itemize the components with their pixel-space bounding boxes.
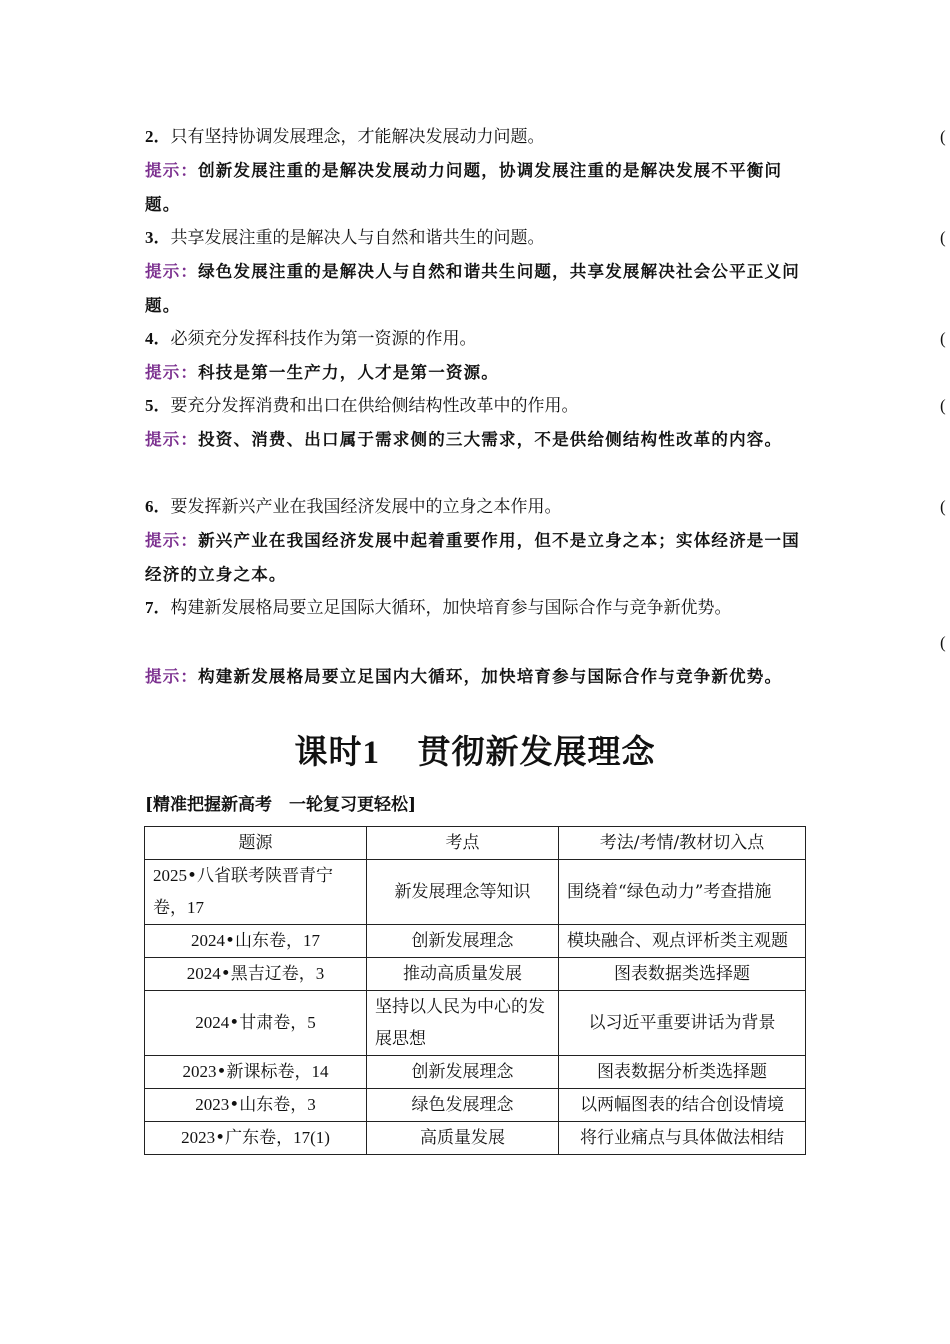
hint-text: 投资、消费、出口属于需求侧的三大需求，不是供给侧结构性改革的内容。 — [198, 430, 783, 449]
cell-point: 创新发展理念 — [367, 925, 559, 958]
table-row — [145, 860, 806, 925]
answer-paren: ( — [940, 497, 946, 516]
hint-text: 构建新发展格局要立足国内大循环，加快培育参与国际合作与竞争新优势。 — [198, 667, 783, 686]
cell-source: 2024•山东卷，17 — [145, 925, 367, 958]
hint-label: 提示： — [145, 667, 199, 686]
cell-point: 创新发展理念 — [367, 1056, 559, 1089]
question-number: 7． — [145, 598, 171, 617]
table-row — [145, 958, 806, 991]
table-row — [145, 1122, 806, 1155]
table-row — [145, 991, 806, 1056]
table-row — [145, 925, 806, 958]
hint-label: 提示： — [145, 531, 199, 550]
answer-paren: ( — [940, 329, 946, 348]
cell-method: 图表数据类选择题 — [559, 958, 806, 991]
hint-label: 提示： — [145, 363, 199, 382]
answer-paren: ( — [940, 228, 946, 247]
lesson-prefix: 课时 — [294, 732, 363, 771]
hint-5 — [145, 423, 807, 457]
cell-method: 模块融合、观点评析类主观题 — [559, 925, 806, 958]
hint-6 — [145, 524, 807, 591]
hint-4 — [145, 356, 807, 390]
hint-7 — [145, 660, 807, 694]
question-number: 6． — [145, 497, 171, 516]
question-7 — [145, 591, 805, 625]
question-6 — [145, 490, 805, 524]
hint-text: 新兴产业在我国经济发展中起着重要作用，但不是立身之本；实体经济是一国经济的立身之本。 — [145, 531, 800, 584]
question-4 — [145, 322, 805, 356]
cell-point: 新发展理念等知识 — [367, 860, 559, 925]
cell-point: 推动高质量发展 — [367, 958, 559, 991]
cell-method: 围绕着“绿色动力”考查措施 — [559, 860, 806, 925]
question-number: 4． — [145, 329, 171, 348]
question-number: 5． — [145, 396, 171, 415]
cell-method: 以两幅图表的结合创设情境 — [559, 1089, 806, 1122]
exam-source-table — [144, 826, 806, 1155]
hint-2 — [145, 154, 807, 221]
cell-source: 2024•甘肃卷，5 — [145, 991, 367, 1056]
cell-source: 2024•黑吉辽卷，3 — [145, 958, 367, 991]
cell-point: 高质量发展 — [367, 1122, 559, 1155]
cell-method: 以习近平重要讲话为背景 — [559, 991, 806, 1056]
cell-source: 2023•新课标卷，14 — [145, 1056, 367, 1089]
cell-method: 图表数据分析类选择题 — [559, 1056, 806, 1089]
question-text: 只有坚持协调发展理念，才能解决发展动力问题。 — [170, 127, 545, 147]
hint-label: 提示： — [145, 262, 199, 281]
header-point: 考点 — [367, 827, 559, 860]
question-2 — [145, 120, 805, 154]
hint-text: 绿色发展注重的是解决人与自然和谐共生问题，共享发展解决社会公平正义问题。 — [145, 262, 800, 315]
section-subhead: [精准把握新高考 一轮复习更轻松] — [145, 795, 417, 815]
cell-source: 2025•八省联考陕晋青宁卷，17 — [145, 860, 367, 925]
cell-point: 坚持以人民为中心的发展思想 — [367, 991, 559, 1056]
question-number: 3． — [145, 228, 171, 247]
hint-label: 提示： — [145, 161, 199, 180]
question-number: 2． — [145, 127, 171, 146]
table-header-row — [145, 827, 806, 860]
cell-source: 2023•广东卷，17(1) — [145, 1122, 367, 1155]
cell-point: 绿色发展理念 — [367, 1089, 559, 1122]
header-method: 考法/考情/教材切入点 — [559, 827, 806, 860]
question-3 — [145, 221, 805, 255]
hint-text: 创新发展注重的是解决发展动力问题，协调发展注重的是解决发展不平衡问题。 — [145, 161, 783, 214]
question-text: 要发挥新兴产业在我国经济发展中的立身之本作用。 — [170, 497, 562, 517]
hint-text: 科技是第一生产力，人才是第一资源。 — [198, 363, 500, 382]
table-row — [145, 1089, 806, 1122]
answer-paren: ( — [940, 396, 946, 415]
header-source: 题源 — [145, 827, 367, 860]
answer-paren: ( — [940, 633, 946, 652]
cell-source: 2023•山东卷，3 — [145, 1089, 367, 1122]
hint-label: 提示： — [145, 430, 199, 449]
question-text: 构建新发展格局要立足国际大循环，加快培育参与国际合作与竞争新优势。 — [170, 598, 732, 618]
question-text: 共享发展注重的是解决人与自然和谐共生的问题。 — [170, 228, 545, 248]
answer-paren: ( — [940, 127, 946, 146]
lesson-name: 贯彻新发展理念 — [417, 732, 656, 771]
question-text: 要充分发挥消费和出口在供给侧结构性改革中的作用。 — [170, 396, 579, 416]
hint-3 — [145, 255, 807, 322]
question-5 — [145, 389, 805, 423]
question-text: 必须充分发挥科技作为第一资源的作用。 — [170, 329, 477, 349]
table-row — [145, 1056, 806, 1089]
cell-method: 将行业痛点与具体做法相结 — [559, 1122, 806, 1155]
lesson-title — [0, 729, 950, 776]
lesson-number: 1 — [362, 735, 381, 771]
